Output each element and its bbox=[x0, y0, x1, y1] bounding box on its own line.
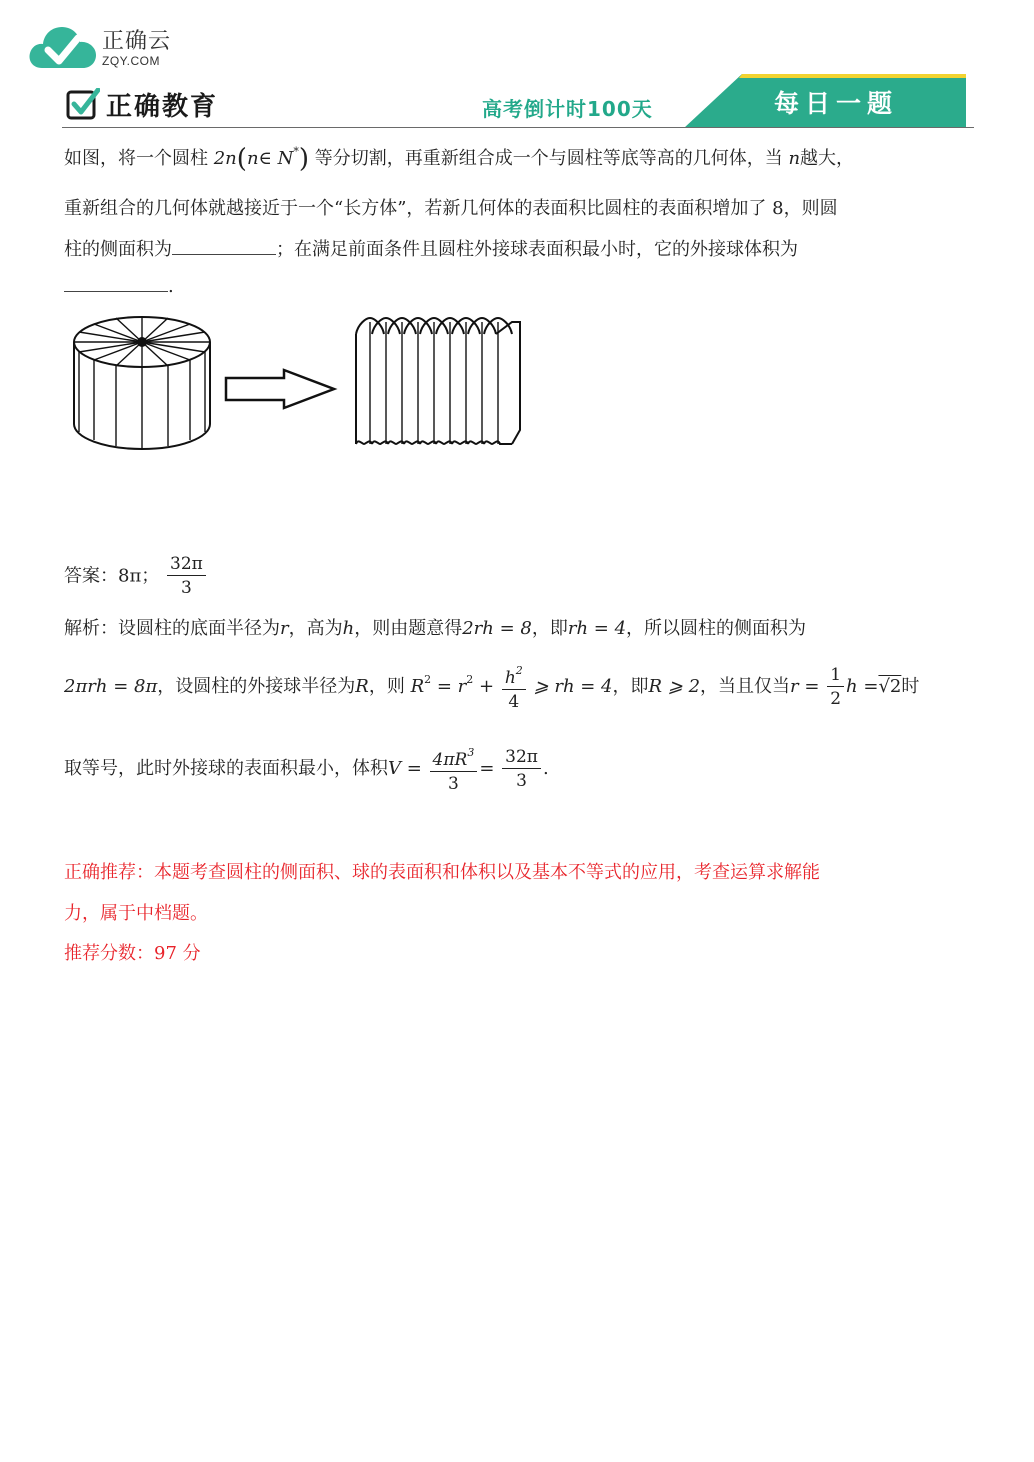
cloud-check-icon bbox=[28, 22, 98, 74]
check-box-icon bbox=[66, 88, 100, 122]
answer-fraction: $\frac{32\pi}{3}$ bbox=[167, 553, 206, 600]
zqy-logo bbox=[28, 22, 228, 74]
cylinder-recombine-diagram bbox=[66, 312, 536, 464]
daily-question-banner bbox=[684, 74, 966, 128]
logo-en-text: ZQY.COM bbox=[102, 54, 160, 68]
answer-blank-1[interactable] bbox=[172, 254, 276, 255]
analysis-line-2: 2πrh = 8π，设圆柱的外接球半径为R，则 $R^2 = r^2$ + $\frac{h^2}{4}$ ⩾ rh = 4，即R ⩾ 2，当且仅当r = $\frac{1}{2}$ h =√2时 bbox=[64, 660, 919, 714]
right-arrow-icon bbox=[226, 370, 334, 408]
question-line-3: 柱的侧面积为 ；在满足前面条件且圆柱外接球表面积最小时，它的外接球体积为 bbox=[64, 239, 798, 260]
analysis-line-3: 取等号，此时外接球的表面积最小，体积V = $\frac{4\pi R^3}{3}$ = $\frac{32\pi}{3}$ . bbox=[64, 742, 549, 796]
banner-label: 每日一题 bbox=[774, 89, 899, 118]
question-line-4: . bbox=[64, 276, 174, 297]
cylinder-figure bbox=[66, 312, 536, 464]
recommend-line-1: 正确推荐：本题考查圆柱的侧面积、球的表面积和体积以及基本不等式的应用，考查运算求解能 bbox=[64, 862, 820, 883]
brand-name: 正确教育 bbox=[106, 92, 219, 122]
rectangular-solid-drawing bbox=[356, 318, 520, 444]
question-line-1: 如图，将一个圆柱 2n(n∈ N*) 等分切割，再重新组合成一个与圆柱等底等高的几何体，当 n越大， bbox=[64, 144, 855, 174]
recommend-line-2: 力，属于中档题。 bbox=[64, 903, 208, 924]
logo-cn-text: 正确云 bbox=[102, 29, 172, 54]
header-divider bbox=[62, 127, 974, 128]
cylinder-drawing bbox=[74, 317, 210, 449]
question-line-2: 重新组合的几何体就越接近于一个“长方体”，若新几何体的表面积比圆柱的表面积增加了 8，则圆 bbox=[64, 198, 838, 219]
answer-blank-2[interactable] bbox=[64, 291, 168, 292]
answer-line: 答案：8π； $\frac{32\pi}{3}$ bbox=[64, 553, 208, 600]
recommend-score: 推荐分数：97 分 bbox=[64, 943, 201, 964]
analysis-line-1: 解析：设圆柱的底面半径为r，高为h，则由题意得2rh = 8，即rh = 4，所以圆柱的侧面积为 bbox=[64, 618, 807, 639]
countdown-text: 高考倒计时100天 bbox=[482, 97, 653, 121]
